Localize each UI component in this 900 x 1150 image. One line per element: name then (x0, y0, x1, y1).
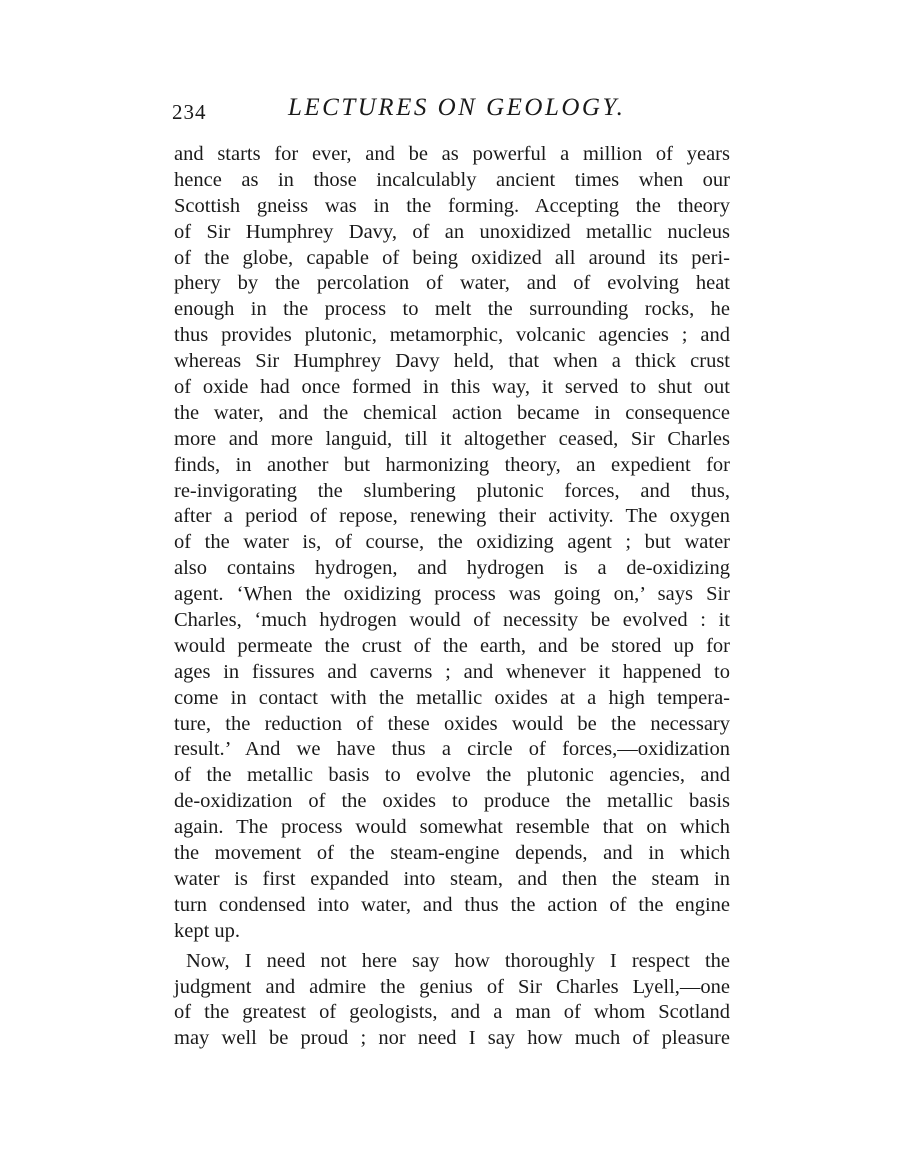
text-line: water is first expanded into steam, and then the steam in (174, 867, 730, 890)
text-line: come in contact with the metallic oxides at a high tempera- (174, 686, 730, 709)
text-line: turn condensed into water, and thus the action of the engine (174, 893, 730, 916)
text-line: whereas Sir Humphrey Davy held, that when a thick crust (174, 350, 730, 373)
text-line: hence as in those incalculably ancient times when our (174, 168, 730, 191)
text-line: ture, the reduction of these oxides would be the necessary (174, 712, 730, 735)
text-line: thus provides plutonic, metamorphic, volcanic agencies ; and (174, 324, 730, 347)
text-line: would permeate the crust of the earth, and be stored up for (174, 634, 730, 657)
text-line: more and more languid, till it altogether ceased, Sir Charles (174, 427, 730, 450)
text-line: may well be proud ; nor need I say how much of pleasure (174, 1027, 730, 1050)
text-line: kept up. (174, 919, 241, 942)
text-line: of the water is, of course, the oxidizing agent ; but water (174, 531, 730, 554)
text-line: of the greatest of geologists, and a man of whom Scotland (174, 1001, 730, 1024)
text-line: result.’ And we have thus a circle of forces,—oxidization (174, 738, 730, 761)
text-line: de-oxidization of the oxides to produce the metallic basis (174, 790, 730, 813)
text-line: re-invigorating the slumbering plutonic forces, and thus, (174, 479, 730, 502)
text-line: also contains hydrogen, and hydrogen is a de-oxidizing (174, 557, 730, 580)
text-line: Scottish gneiss was in the forming. Accepting the theory (174, 194, 730, 217)
text-line: enough in the process to melt the surrounding rocks, he (174, 298, 730, 321)
body-text (174, 142, 730, 1052)
text-line: ages in fissures and caverns ; and whenever it happened to (174, 660, 730, 683)
text-line: phery by the percolation of water, and of evolving heat (174, 272, 730, 295)
text-line: and starts for ever, and be as powerful a million of years (174, 143, 730, 165)
text-line: again. The process would somewhat resemble that on which (174, 816, 730, 839)
page-number: 234 (172, 100, 207, 124)
running-head (172, 94, 732, 128)
text-line: agent. ‘When the oxidizing process was going on,’ says Sir (174, 583, 730, 606)
text-line: of Sir Humphrey Davy, of an unoxidized metallic nucleus (174, 220, 730, 243)
text-line: after a period of repose, renewing their activity. The oxygen (174, 505, 730, 528)
text-line: the water, and the chemical action became in consequence (174, 401, 730, 424)
text-line: judgment and admire the genius of Sir Charles Lyell,—one (174, 975, 730, 998)
text-line: of the globe, capable of being oxidized all around its peri- (174, 246, 730, 269)
text-line: Charles, ‘much hydrogen would of necessity be evolved : it (174, 609, 730, 632)
text-line: Now, I need not here say how thoroughly I respect the (186, 949, 730, 972)
text-line: of oxide had once formed in this way, it served to shut out (174, 376, 730, 399)
text-line: the movement of the steam-engine depends, and in which (174, 842, 730, 865)
text-line: of the metallic basis to evolve the plutonic agencies, and (174, 764, 730, 787)
running-title: LECTURES ON GEOLOGY. (288, 94, 626, 121)
text-line: finds, in another but harmonizing theory, an expedient for (174, 453, 730, 476)
